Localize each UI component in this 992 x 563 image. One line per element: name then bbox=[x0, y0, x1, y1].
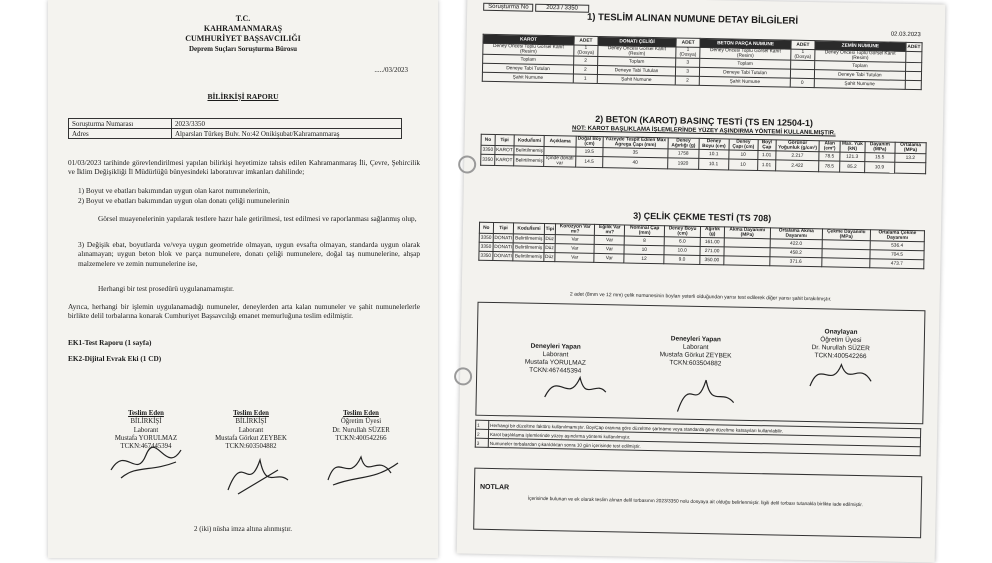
case-info-table bbox=[68, 118, 402, 139]
signer-title: Laborant bbox=[238, 426, 264, 434]
table-cell: 2 bbox=[574, 56, 598, 65]
column-header: Tipi bbox=[495, 134, 515, 145]
table-cell: KAROT bbox=[494, 154, 514, 165]
tester-signer-2 bbox=[640, 335, 751, 369]
column-header: Tipi bbox=[493, 222, 514, 233]
table-cell: 3 bbox=[676, 67, 700, 76]
table-cell: 10.1 bbox=[698, 158, 728, 170]
signature-1 bbox=[106, 440, 186, 482]
signer-3 bbox=[306, 410, 416, 443]
table-cell: 10 bbox=[624, 245, 664, 255]
signature-2 bbox=[218, 450, 298, 500]
letterhead-tc: T.C. bbox=[235, 14, 251, 23]
signer-2 bbox=[196, 410, 306, 451]
table-cell: Var bbox=[555, 253, 594, 263]
table-cell: Toplam bbox=[700, 58, 791, 69]
table-cell: Belirtilmemiş bbox=[514, 234, 544, 244]
signer-role: BİLİRKİŞİ bbox=[235, 418, 267, 426]
test-report-page bbox=[457, 0, 946, 563]
table-cell: Şahit Numune bbox=[597, 74, 676, 85]
address-value: Alparslan Türkeş Bulv. No:42 Onikişubat/Kahramanmaraş bbox=[172, 129, 402, 139]
table-cell bbox=[894, 162, 925, 174]
column-header: ADET bbox=[791, 40, 815, 49]
column-header: ADET bbox=[574, 36, 598, 45]
table-cell: Toplam bbox=[597, 56, 676, 67]
column-header: Deney Çapı (cm) bbox=[729, 139, 758, 151]
column-header: Tipi bbox=[544, 223, 556, 234]
table-cell: 1758 bbox=[668, 149, 699, 159]
approver-signature bbox=[805, 354, 876, 395]
table-cell: Şahit Numune bbox=[814, 79, 905, 90]
table-cell bbox=[905, 62, 921, 71]
table-cell: 2 bbox=[675, 76, 699, 85]
case-number-label: Soruşturma Numarası bbox=[69, 119, 172, 129]
attachment-1: EK1-Test Raporu (1 sayfa) bbox=[68, 338, 152, 347]
table-cell: 1.01 bbox=[757, 160, 775, 171]
signer-title: Laborant bbox=[133, 426, 159, 434]
signer-role: Öğretim Üyesi bbox=[340, 418, 382, 426]
intro-paragraph: 01/03/2023 tarihinde görevlendirilmesi yapılan bilirkişi heyetimize tahsis edilen Kahramanmaraş İli, Çevre, Şehircilik ve İklim Değişikliği İl Müdürlüğü bünyesindeki laboratuvar imkanları dahilinde; bbox=[68, 158, 420, 177]
table-cell: Düz bbox=[544, 234, 556, 243]
table-cell: DONATI bbox=[493, 242, 514, 251]
signer-title: Laborant bbox=[682, 343, 709, 352]
table-cell: 371.6 bbox=[770, 257, 822, 267]
signer-tckn: TCKN:467445394 bbox=[529, 366, 582, 375]
table-cell: 458.2 bbox=[770, 248, 822, 258]
signer-title: Laborant bbox=[542, 350, 569, 359]
table-cell: KAROT bbox=[495, 145, 515, 154]
table-cell: 3350 bbox=[479, 251, 493, 260]
table-cell: 15.5 bbox=[864, 153, 894, 163]
column-header: Kodu/İsmi bbox=[514, 223, 544, 235]
note-2: Karot başlıklama işlemlerinde yüzey aşındırma yöntemi kullanılmıştır. bbox=[488, 429, 920, 446]
column-header: Deney Ağırlığı (g) bbox=[668, 138, 699, 150]
table-cell: 19.5 bbox=[576, 147, 603, 157]
report-title: BİLİRKİŞİ RAPORU bbox=[207, 92, 279, 101]
signer-tckn: TCKN:467445394 bbox=[120, 443, 172, 451]
signer-title: Öğretim Üyesi bbox=[820, 336, 862, 345]
steel-note: 2 adet (8mm ve 12 mm) çelik numunesinin boyları yeterli olduğundan yarısı test edilerek diğer yarısı şahit bırakılmıştır. bbox=[569, 291, 832, 303]
table-cell: Belirtilmemiş bbox=[514, 146, 544, 156]
table-cell bbox=[724, 256, 770, 266]
table-cell: Var bbox=[594, 244, 624, 254]
signer-heading: Teslim Eden bbox=[343, 410, 379, 417]
custody-statement: İçerisinde bulunan ve ek olarak teslim alınan delil torbasının 2023/3350 nolu dosyaya ait olduğu belirlenmiştir. İlgili delil torbası tutanakla birlikte iade edilmiştir. bbox=[527, 496, 863, 509]
table-cell: 0 bbox=[790, 78, 814, 87]
table-cell: 10 bbox=[729, 150, 758, 160]
section2-title: 2) BETON (KAROT) BASINÇ TESTİ (TS EN 12504-1) bbox=[595, 113, 814, 129]
signer-tckn: TCKN:603504882 bbox=[225, 443, 277, 451]
table-cell: 161.00 bbox=[700, 237, 724, 246]
column-header: Akma Dayanımı (MPa) bbox=[724, 227, 770, 239]
table-cell: 40 bbox=[603, 157, 668, 169]
table-cell: Var bbox=[555, 235, 594, 245]
table-cell: Belirtilmemiş bbox=[514, 155, 544, 167]
table-cell: 422.0 bbox=[770, 239, 822, 249]
table-cell: Şahit Numune bbox=[699, 76, 790, 87]
signer-tckn: TCKN:400542266 bbox=[335, 434, 387, 442]
table-row bbox=[69, 129, 402, 139]
signer-heading: Teslim Eden bbox=[128, 410, 164, 417]
table-cell: 271.00 bbox=[700, 246, 724, 255]
table-cell: Belirtilmemiş bbox=[513, 252, 543, 262]
signer-name: Mustafa YORULMAZ bbox=[114, 434, 178, 442]
signer-role: BİLİRKİŞİ bbox=[130, 418, 162, 426]
table-cell: Düz bbox=[544, 243, 556, 252]
column-header: Alan (cm²) bbox=[819, 141, 840, 152]
visual-inspection-paragraph: Görsel muayenelerinin yapılarak testlere hazır hale getirilmesi, test edilmesi ve raporlanması sağlanmış olup, bbox=[98, 214, 417, 223]
signature-3 bbox=[323, 445, 403, 490]
table-cell: 1.01 bbox=[758, 151, 776, 160]
table-cell: 1 (Dosya) bbox=[676, 47, 700, 58]
address-label: Adres bbox=[69, 129, 172, 139]
table-cell: 2.422 bbox=[775, 160, 819, 172]
column-header: Ağırlık (g) bbox=[701, 226, 725, 237]
signer-heading: Deneyleri Yapan bbox=[530, 342, 581, 351]
table-cell: İçinde donatı var bbox=[544, 155, 576, 167]
binder-ring bbox=[454, 367, 472, 385]
table-cell: 10 bbox=[728, 159, 757, 171]
table-cell: Deneye Tabi Tutulan bbox=[699, 67, 790, 78]
table-cell: 13.2 bbox=[895, 153, 926, 163]
table-cell: 1920 bbox=[667, 158, 698, 170]
table-cell: 3 bbox=[676, 58, 700, 67]
signer-tckn: TCKN:603504882 bbox=[669, 359, 722, 368]
file-number-value: 2023 / 3350 bbox=[535, 4, 589, 13]
signer-name: Dr. Nurullah SÜZER bbox=[332, 426, 390, 434]
signer-heading: Deneyleri Yapan bbox=[670, 335, 721, 344]
signer-name: Mustafa Görkut ZEYBEK bbox=[215, 434, 287, 442]
table-cell: Var bbox=[595, 235, 625, 245]
table-cell: 3350 bbox=[479, 233, 493, 242]
closing-paragraph: Ayrıca, herhangi bir işlemin uygulanamadığı numuneler, deneylerden arta kalan numuneler ve şahit numunelerlerle birlikte delil torbalarına konarak Cumhuriyet Başsavcılığı emanet memurluğuna teslim edilmiştir. bbox=[68, 302, 420, 321]
table-cell: Şahit Numune bbox=[482, 72, 573, 83]
column-header: No bbox=[479, 222, 493, 233]
table-cell bbox=[905, 71, 921, 80]
no-test-paragraph: Herhangi bir test prosedürü uygulanamamıştır. bbox=[98, 284, 234, 293]
signer-name: Mustafa YORULMAZ bbox=[524, 358, 586, 367]
letterhead-city: KAHRAMANMARAŞ bbox=[203, 24, 283, 33]
section3-title: 3) ÇELİK ÇEKME TESTİ (TS 708) bbox=[633, 210, 772, 224]
table-cell: 3350 bbox=[479, 242, 493, 251]
report-date: ...../03/2023 bbox=[374, 66, 408, 74]
table-cell: 6.0 bbox=[664, 237, 700, 247]
signer-name: Mustafa Görkut ZEYBEK bbox=[659, 351, 732, 360]
column-header: Doğal Boy (cm) bbox=[577, 136, 602, 147]
column-header: Ortalama Akma Dayanımı bbox=[770, 228, 822, 240]
table-cell: 121.3 bbox=[840, 152, 865, 161]
column-header: Eğilik Var mı? bbox=[595, 224, 625, 236]
table-cell: 2.217 bbox=[776, 151, 820, 161]
list-item-3: 3) Değişik ebat, boyutlarda ve/veya uygun geometride olmayan, uygun evsafta olmayan, standarda uygun olarak alınamayan; uygun beton blok ve parça numunelere, donatı çeliği numunelere, doğal taş numunelerine, ahşap malzemelere ve zemin numunelerine ise, bbox=[78, 240, 420, 268]
signer-heading: Onaylayan bbox=[824, 328, 858, 336]
tester-signature-2 bbox=[669, 371, 740, 416]
column-header: KAROT bbox=[483, 34, 574, 45]
table-row bbox=[69, 119, 402, 129]
column-header: Boy/Çap bbox=[758, 140, 776, 151]
column-header: Dayanım (MPa) bbox=[865, 142, 895, 154]
column-header: Ortalama Çekme Dayanımı bbox=[870, 230, 924, 242]
table-cell: 704.5 bbox=[870, 250, 924, 260]
report-date: 02.03.2023 bbox=[890, 31, 921, 39]
column-header: BETON PARÇA NUMUNE bbox=[700, 38, 791, 49]
table-cell bbox=[791, 60, 815, 69]
attachment-2: EK2-Dijital Evrak Eki (1 CD) bbox=[68, 354, 162, 363]
section2-note: NOT: KAROT BAŞLIKLAMA İŞLEMLERİNDE YÜZEY AŞINDIRMA YÖNTEMİ KULLANILMIŞTIR. bbox=[571, 125, 836, 137]
column-header: Max. Yük (kN) bbox=[840, 141, 865, 152]
table-cell: 350.00 bbox=[700, 255, 724, 264]
table-cell: 1 (Dosya) bbox=[574, 45, 598, 56]
column-header: Açıklama bbox=[544, 135, 576, 147]
table-cell: 10.9 bbox=[864, 162, 894, 174]
table-cell: 536.4 bbox=[870, 241, 924, 251]
binder-ring bbox=[458, 155, 476, 173]
letterhead bbox=[48, 14, 438, 54]
signer-name: Dr. Nurullah SÜZER bbox=[811, 344, 870, 353]
column-header: Çekme Dayanımı (MPa) bbox=[822, 229, 870, 241]
bilirkisi-report-page bbox=[48, 0, 438, 558]
table-cell: 10.1 bbox=[699, 149, 729, 159]
column-header: Deney Boyu (cm) bbox=[664, 226, 700, 238]
table-cell: Düz bbox=[543, 252, 555, 261]
letterhead-office: CUMHURİYET BAŞSAVCILIĞI bbox=[185, 34, 301, 43]
table-cell: 1 bbox=[573, 74, 597, 83]
table-cell bbox=[905, 80, 921, 89]
table-cell: 85.2 bbox=[839, 161, 864, 172]
table-cell: Deney Öncesi Toplu Görsel Kanıt (Resim) bbox=[483, 43, 574, 56]
table-cell: Deneye Tabi Tutulan bbox=[814, 70, 905, 81]
table-cell: Var bbox=[594, 253, 624, 263]
table-cell: 78.5 bbox=[819, 152, 840, 161]
letterhead-bureau: Deprem Suçları Soruşturma Bürosu bbox=[188, 45, 298, 53]
table-cell: 10.0 bbox=[664, 246, 700, 256]
table-cell: Deney Öncesi Görsel Kanıt (Resim) bbox=[598, 45, 677, 58]
column-header: ZEMİN NUMUNE bbox=[815, 41, 906, 52]
column-header: Deney Boyu (cm) bbox=[699, 138, 729, 150]
copies-note: 2 (iki) nüsha imza altına alınmıştır. bbox=[194, 525, 292, 533]
table-cell: 3350 bbox=[481, 154, 495, 165]
table-cell: Belirtilmemiş bbox=[513, 243, 543, 253]
table-row: 1 Herhangi bir düzeltme faktörü kullanılmamıştır. Boy/Çap oranına göre düzeltme şartname veya standarda göre düzeltme katsayıları kullanılabilir. bbox=[476, 420, 921, 438]
table-cell: 14.5 bbox=[575, 156, 603, 168]
table-cell: DONATI bbox=[493, 251, 514, 260]
table-row: 3 Numuneler torbalardan çıkarıldıktan sonra 10 gün içerisinde test edilmiştir. bbox=[475, 438, 920, 456]
signer-tckn: TCKN:400542266 bbox=[814, 352, 867, 361]
column-header: Korozyon Var mı? bbox=[555, 224, 594, 236]
column-header: Nominal Çap (mm) bbox=[625, 225, 665, 237]
list-item-1: 1) Boyut ve ebatları bakımından uygun olan karot numunelerinin, bbox=[78, 186, 270, 195]
section1-title: 1) TESLİM ALINAN NUMUNE DETAY BİLGİLERİ bbox=[586, 11, 799, 27]
column-header: ADET bbox=[676, 38, 700, 47]
case-number-value: 2023/3350 bbox=[172, 119, 402, 129]
notes-label: NOTLAR bbox=[479, 483, 510, 492]
table-cell: Toplam bbox=[483, 54, 574, 65]
column-header: No bbox=[481, 134, 495, 145]
core-compression-table bbox=[480, 134, 927, 175]
table-cell: 473.7 bbox=[870, 259, 924, 269]
column-header: ADET bbox=[906, 42, 922, 51]
table-cell: 12 bbox=[624, 254, 664, 264]
note-3: Numuneler torbalardan çıkarıldıktan sonra 10 gün içerisinde test edilmiştir. bbox=[488, 438, 920, 455]
table-cell: 3350 bbox=[481, 145, 495, 154]
sample-details-table bbox=[482, 31, 923, 90]
tester-signature-1 bbox=[540, 367, 611, 408]
table-cell: DONATI bbox=[493, 233, 514, 242]
column-header: Yüzeyde Tespit Edilen Max Agrega Çapı (mm) bbox=[605, 137, 667, 149]
table-cell: Toplam bbox=[814, 61, 905, 72]
table-cell: Deney Öncesi Toplu Görsel Kanıt (Resim) bbox=[700, 47, 791, 60]
table-cell: 1 (Dosya) bbox=[791, 49, 815, 60]
table-cell: Deneye Tabi Tutulan bbox=[482, 63, 573, 74]
file-number-label: Soruşturma No bbox=[483, 3, 534, 12]
table-cell bbox=[790, 69, 814, 78]
table-cell: Deney Öncesi Toplu Görsel Kanıt (Resim) bbox=[815, 50, 906, 63]
list-item-2: 2) Boyut ve ebatları bakımından uygun olan donatı çeliği numunelerinin bbox=[78, 196, 290, 205]
notes-table bbox=[475, 420, 921, 457]
table-cell bbox=[822, 258, 870, 268]
file-number-box bbox=[483, 4, 589, 12]
table-cell: 78.5 bbox=[819, 161, 840, 172]
column-header: DONATI ÇELİĞİ bbox=[598, 36, 677, 47]
column-header: Ortalama (MPa) bbox=[895, 142, 926, 154]
note-1: Herhangi bir düzeltme faktörü kullanılmamıştır. Boy/Çap oranına göre düzeltme şartname veya standarda göre düzeltme katsayıları kullanılabilir. bbox=[489, 420, 921, 437]
column-header: Görünür Yoğunluk (g/cm³) bbox=[776, 140, 820, 152]
column-header: Kodu/İsmi bbox=[514, 135, 544, 147]
table-cell: 8 bbox=[625, 236, 665, 246]
table-cell: 35 bbox=[603, 148, 668, 158]
signer-heading: Teslim Eden bbox=[233, 410, 269, 417]
table-cell: Deneye Tabi Tutulan bbox=[597, 65, 676, 76]
steel-tensile-table bbox=[478, 222, 925, 270]
table-row: 2 Karot başlıklama işlemlerinde yüzey aşındırma yöntemi kullanılmıştır. bbox=[475, 429, 920, 447]
table-cell: 2 bbox=[573, 65, 597, 74]
table-cell: 9.0 bbox=[664, 255, 700, 265]
table-cell bbox=[906, 51, 922, 62]
table-cell: Var bbox=[555, 244, 594, 254]
